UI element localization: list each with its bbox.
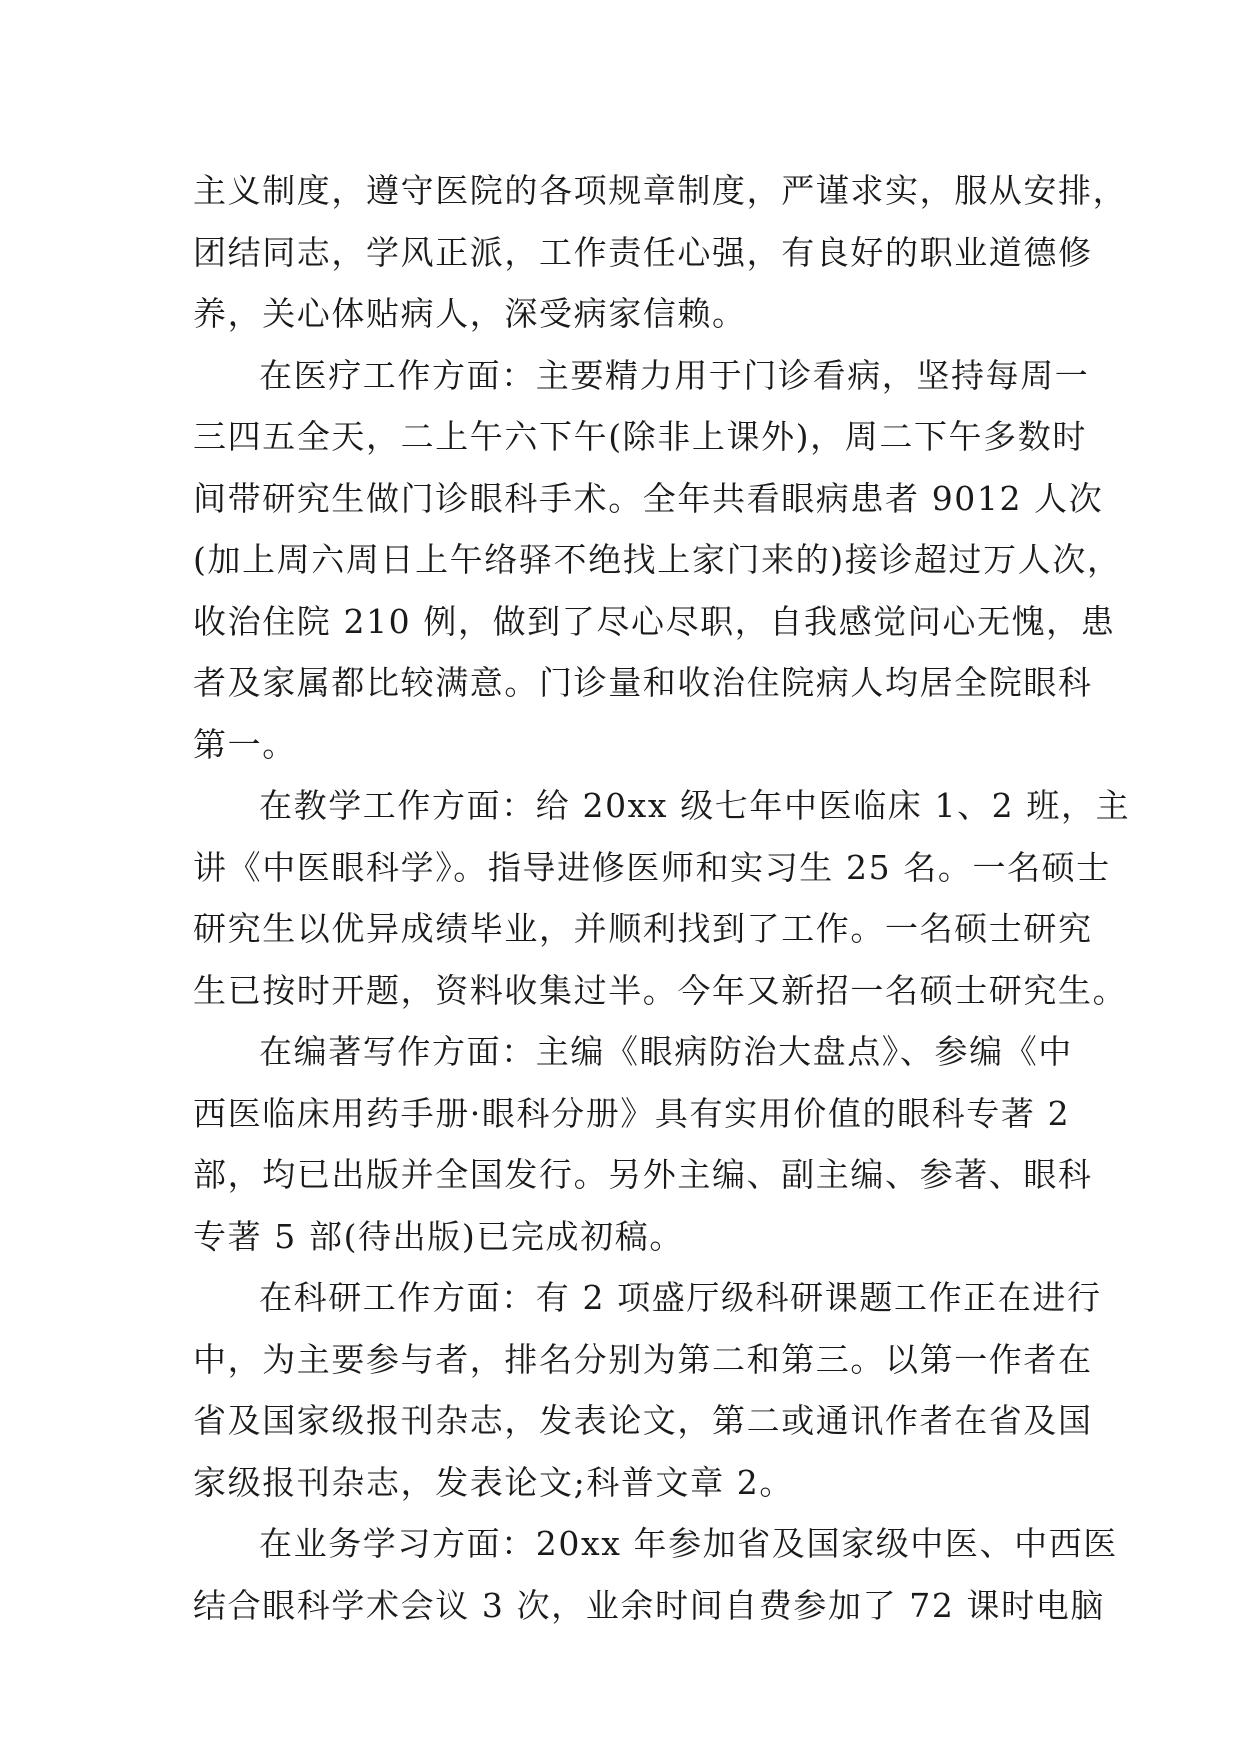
text-line: 专著 5 部(待出版)已完成初稿。 xyxy=(193,1216,684,1256)
text-line: 讲《中医眼科学》。指导进修医师和实习生 25 名。一名硕士 xyxy=(193,847,1111,887)
paragraph-start-line: 在编著写作方面：主编《眼病防治大盘点》、参编《中 xyxy=(259,1032,1073,1071)
paragraph-start-line: 在业务学习方面：20xx 年参加省及国家级中医、中西医 xyxy=(259,1524,1118,1563)
text-line: 中，为主要参与者，排名分别为第二和第三。以第一作者在 xyxy=(193,1339,1093,1379)
text-line: 者及家属都比较满意。门诊量和收治住院病人均居全院眼科 xyxy=(193,663,1093,702)
text-line: 团结同志，学风正派，工作责任心强，有良好的职业道德修 xyxy=(193,232,1093,272)
text-line: 研究生以优异成绩毕业，并顺利找到了工作。一名硕士研究 xyxy=(193,909,1093,948)
text-line: 结合眼科学术会议 3 次，业余时间自费参加了 72 课时电脑 xyxy=(193,1585,1105,1625)
body-text xyxy=(193,160,1131,1636)
paragraph-start-line: 在教学工作方面：给 20xx 级七年中医临床 1、2 班，主 xyxy=(259,786,1131,825)
text-line: 三四五全天，二上午六下午(除非上课外)，周二下午多数时 xyxy=(193,417,1087,456)
text-line: 第一。 xyxy=(193,724,297,764)
text-line: (加上周六周日上午络驿不绝找上家门来的)接诊超过万人次， xyxy=(193,540,1122,579)
text-line: 养，关心体贴病人，深受病家信赖。 xyxy=(193,294,747,333)
text-line: 生已按时开题，资料收集过半。今年又新招一名硕士研究生。 xyxy=(193,970,1128,1010)
text-line: 家级报刊杂志，发表论文;科普文章 2。 xyxy=(193,1462,795,1502)
text-line: 间带研究生做门诊眼科手术。全年共看眼病患者 9012 人次 xyxy=(193,478,1104,518)
paragraph-start-line: 在医疗工作方面：主要精力用于门诊看病，坚持每周一 xyxy=(259,355,1090,395)
text-line: 省及国家级报刊杂志，发表论文，第二或通讯作者在省及国 xyxy=(193,1401,1093,1440)
text-line: 部，均已出版并全国发行。另外主编、副主编、参著、眼科 xyxy=(193,1155,1093,1194)
paragraph-start-line: 在科研工作方面：有 2 项盛厅级科研课题工作正在进行 xyxy=(259,1278,1102,1317)
text-line: 收治住院 210 例，做到了尽心尽职，自我感觉问心无愧，患 xyxy=(193,601,1116,641)
text-line: 西医临床用药手册·眼科分册》具有实用价值的眼科专著 2 xyxy=(193,1093,1071,1133)
text-line: 主义制度，遵守医院的各项规章制度，严谨求实，服从安排， xyxy=(193,171,1128,210)
